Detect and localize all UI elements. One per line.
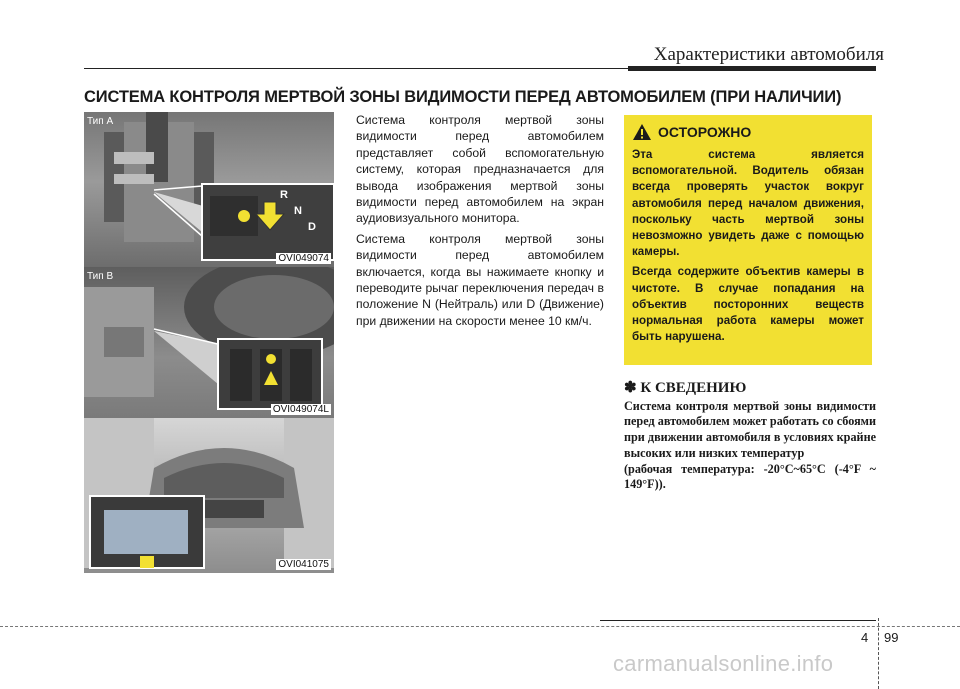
info-note	[624, 381, 876, 493]
info-paragraph-1: Система контроля мертвой зоны видимости перед автомобилем может работать со сбоями при движении автомобиля в условиях крайне высоких или низких температур	[624, 398, 876, 460]
gear-letter-r: R	[280, 189, 288, 201]
gear-shifter-photo	[84, 112, 334, 267]
warning-triangle-icon	[632, 123, 652, 141]
footer-vertical-line	[878, 618, 880, 689]
warning-title: ОСТОРОЖНО	[658, 124, 752, 140]
section-title: СИСТЕМА КОНТРОЛЯ МЕРТВОЙ ЗОНЫ ВИДИМОСТИ ПЕРЕД АВТОМОБИЛЕМ (ПРИ НАЛИЧИИ)	[84, 88, 842, 106]
figure-a-label: Тип A	[87, 116, 114, 127]
body-text	[356, 112, 604, 333]
header-bar	[628, 66, 876, 71]
page-number: 99	[884, 630, 899, 645]
figure-b-label: Тип B	[87, 271, 114, 282]
footer-dashed-line	[0, 626, 960, 627]
warning-paragraph-2: Всегда содержите объектив камеры в чистоте. В случае попадания на объектив посторонних веществ нормальная работа камеры может быть нарушена.	[632, 265, 864, 344]
figure-b-code: OVI049074L	[272, 404, 329, 415]
warning-box	[624, 115, 872, 365]
front-camera-photo	[84, 418, 334, 573]
chapter-number: 4	[861, 630, 869, 645]
warning-paragraph-1: Эта система является вспомогательной. Водитель обязан всегда проверять участок вокруг автомобиля перед началом движения, поскольку часть мертвой зоны невозможно увидеть даже с помощью камеры.	[632, 148, 864, 259]
gear-letter-n: N	[294, 205, 302, 217]
body-paragraph-1: Система контроля мертвой зоны видимости перед автомобилем представляет собой вспомогательную систему, которая предназначается для вывода изображения мертвой зоны видимости перед автомобилем на экран аудиовизуального монитора.	[356, 113, 604, 226]
watermark: carmanualsonline.info	[613, 651, 834, 676]
footer-rule	[600, 620, 876, 621]
gear-letter-d: D	[308, 221, 316, 233]
figure-front-camera	[84, 418, 334, 573]
figure-type-b	[84, 267, 334, 418]
dashboard-switch-photo	[84, 267, 334, 418]
figure-c-code: OVI041075	[278, 559, 329, 570]
figure-a-code: OVI049074	[278, 253, 329, 264]
figure-type-a	[84, 112, 334, 267]
info-paragraph-2: (рабочая температура: -20°C~65°C (-4°F ~ 149°F)).	[624, 461, 876, 492]
info-title: ✽ К СВЕДЕНИЮ	[624, 380, 747, 396]
body-paragraph-2: Система контроля мертвой зоны видимости перед автомобилем включается, когда вы нажимаете кнопку и переводите рычаг переключения передач в положение N (Нейтраль) или D (Движение) при движении на скорости менее 10 км/ч.	[356, 231, 604, 328]
header-title: Характеристики автомобиля	[653, 44, 884, 65]
